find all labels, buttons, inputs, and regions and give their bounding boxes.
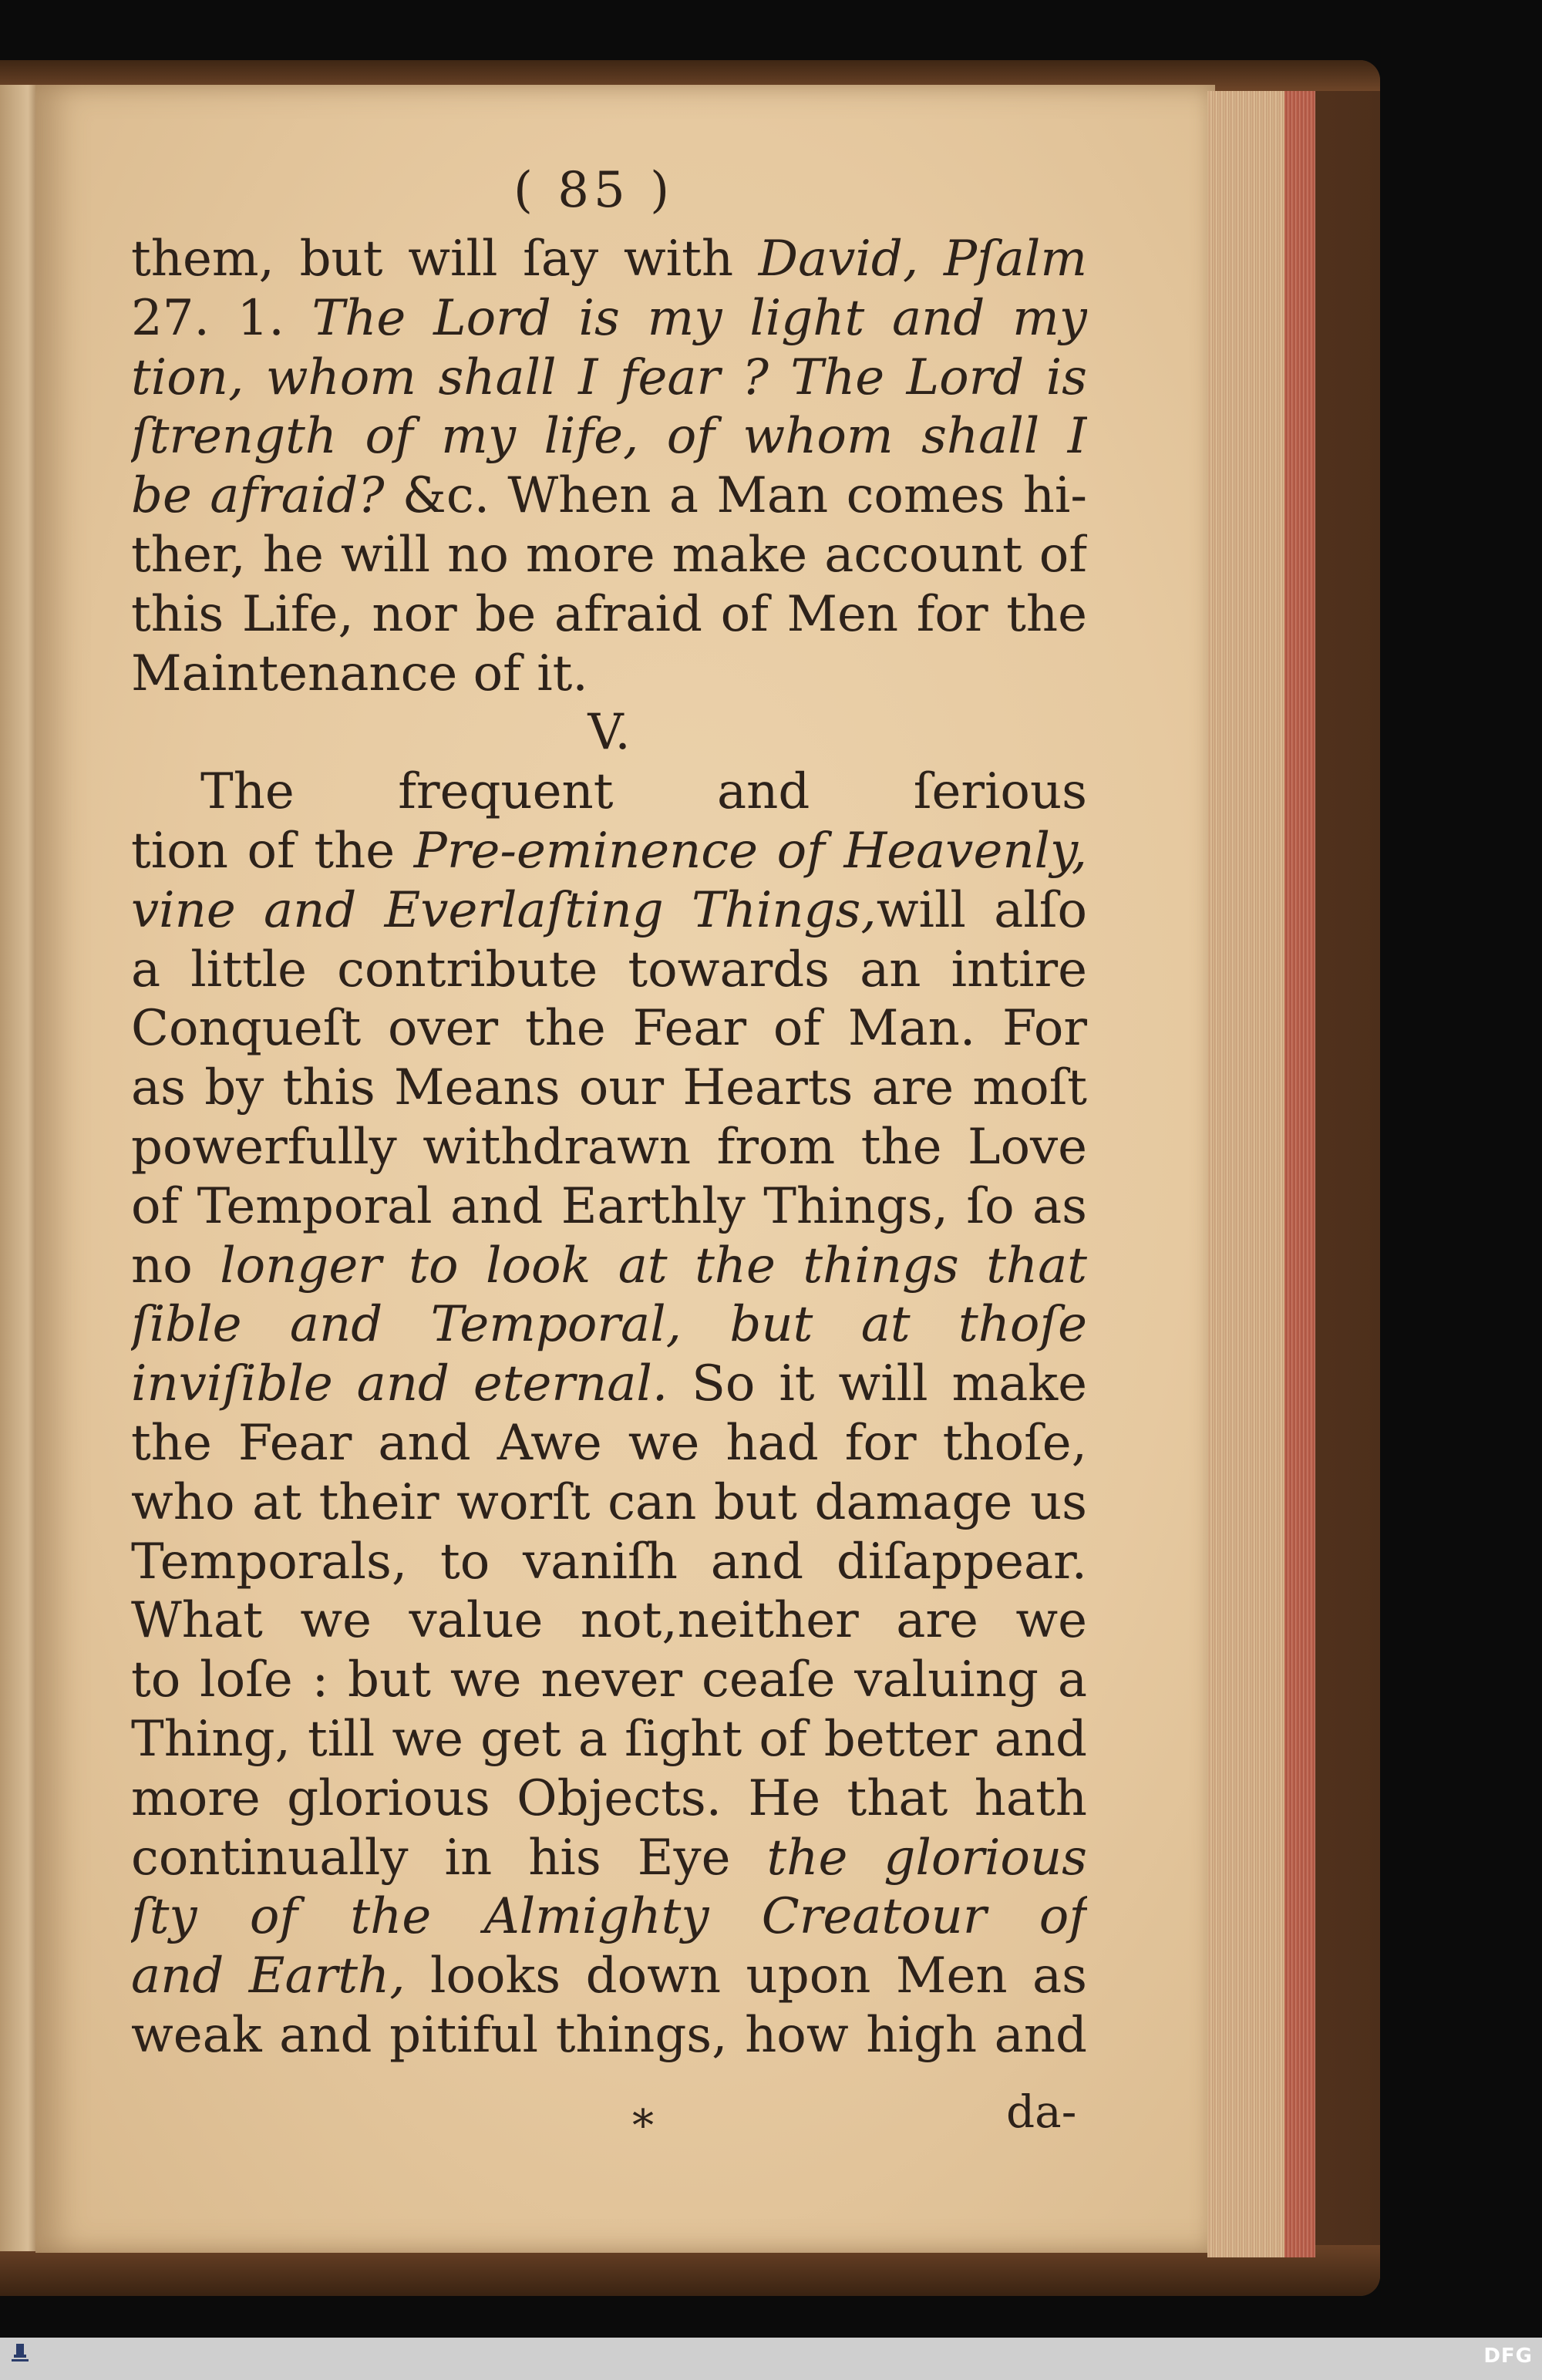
italic-text: and Earth, — [131, 1947, 406, 2005]
text-line — [131, 230, 1087, 289]
text-line — [131, 881, 1087, 941]
text-line — [131, 1118, 1087, 1177]
roman-text: So it will make — [692, 1355, 1087, 1413]
roman-text: as by this Means our Hearts are moſt — [131, 1059, 1087, 1117]
text-line — [131, 348, 1087, 408]
text-line — [131, 822, 1087, 881]
signature-mark: * — [632, 2101, 654, 2151]
roman-text: who at their worſt can but damage us — [131, 1473, 1087, 1531]
roman-text: looks down upon Men as — [405, 1947, 1087, 2005]
text-line — [131, 1414, 1087, 1473]
catchword: da- — [1006, 2085, 1077, 2138]
roman-text: Temporals, to vaniſh and diſappear. — [131, 1533, 1087, 1591]
text-line — [131, 585, 1087, 645]
text-line — [131, 407, 1087, 466]
roman-text: What we value not,neither are we — [131, 1592, 1087, 1650]
roman-text: Thing, till we get a ſight of better and — [131, 1710, 1087, 1768]
roman-text: them, but will ſay with — [131, 231, 759, 288]
text-line — [131, 289, 1087, 348]
red-sprinkled-edge — [1284, 91, 1315, 2257]
facing-page-edge — [0, 85, 40, 2251]
italic-text: Pre-eminence of Heavenly, — [413, 822, 1087, 880]
roman-text: no — [131, 1237, 221, 1294]
page-fore-edge — [1207, 91, 1292, 2257]
roman-text: V. — [588, 704, 631, 762]
text-line — [131, 466, 1087, 526]
library-logo — [5, 2342, 35, 2376]
text-line — [131, 1947, 1087, 2006]
roman-text: Conqueſt over the Fear of Man. For — [131, 1000, 1087, 1058]
italic-text: longer to look at the things that — [220, 1237, 1087, 1294]
text-line — [131, 941, 1087, 1000]
roman-text: powerfully withdrawn from the Love — [131, 1118, 1087, 1176]
text-line — [131, 2006, 1087, 2065]
page-number: ( 85 ) — [513, 162, 675, 219]
roman-text: this Life, nor be afraid of Men for the — [131, 585, 1087, 643]
text-line — [131, 1237, 1087, 1296]
text-line — [131, 1355, 1087, 1414]
italic-text: inviſible and eternal. — [131, 1355, 668, 1413]
text-line — [131, 1829, 1087, 1888]
text-line — [131, 999, 1087, 1059]
italic-text: vine and Everlaſting Things, — [131, 881, 877, 939]
text-line — [131, 762, 1087, 822]
text-line — [131, 1177, 1087, 1237]
roman-text: tion of the — [131, 822, 414, 880]
page-text — [131, 230, 1087, 2065]
italic-text: ſible and Temporal, but at thoſe — [131, 1296, 1087, 1354]
roman-text: more glorious Objects. He that hath — [131, 1769, 1087, 1827]
footer-bar — [0, 2338, 1542, 2380]
text-line — [131, 1710, 1087, 1769]
roman-text: will alſo — [876, 881, 1087, 939]
text-line — [131, 526, 1087, 585]
roman-text: of Temporal and Earthly Things, ſo as — [131, 1177, 1087, 1235]
roman-text: 27. 1. — [131, 289, 312, 347]
roman-text: Maintenance of it. — [131, 645, 588, 702]
roman-text: to loſe : but we never ceaſe valuing a — [131, 1651, 1087, 1709]
roman-text: a little contribute towards an intire — [131, 941, 1087, 998]
italic-text: The Lord is my light and my — [311, 289, 1087, 347]
text-line — [131, 1591, 1087, 1651]
crest-icon — [9, 2342, 31, 2365]
text-line — [131, 1473, 1087, 1533]
roman-text: &c. When a Man comes hi- — [384, 467, 1087, 525]
text-line — [131, 1651, 1087, 1710]
italic-text: the glorious — [766, 1829, 1087, 1887]
italic-text: David, Pſalm — [758, 231, 1087, 288]
roman-text: weak and pitiful things, how high and — [131, 2006, 1087, 2064]
text-line — [131, 703, 1087, 762]
text-line — [131, 645, 1087, 704]
text-line — [131, 1769, 1087, 1829]
roman-text: continually in his Eye — [131, 1829, 767, 1887]
roman-text: the Fear and Awe we had for thoſe, — [131, 1414, 1087, 1472]
text-line — [131, 1295, 1087, 1355]
text-line — [131, 1887, 1087, 1947]
italic-text: be afraid? — [131, 467, 385, 525]
text-line — [131, 1059, 1087, 1118]
italic-text: tion, whom shall I fear ? The Lord is — [131, 348, 1087, 406]
text-line — [131, 1533, 1087, 1592]
dfg-logo: DFG — [1483, 2345, 1533, 2368]
roman-text: The frequent and ſerious — [200, 763, 1087, 821]
italic-text: ſty of the Almighty Creatour of — [131, 1888, 1087, 1946]
italic-text: ſtrength of my life, of whom shall I — [131, 408, 1087, 466]
roman-text: ther, he will no more make account of — [131, 526, 1087, 584]
